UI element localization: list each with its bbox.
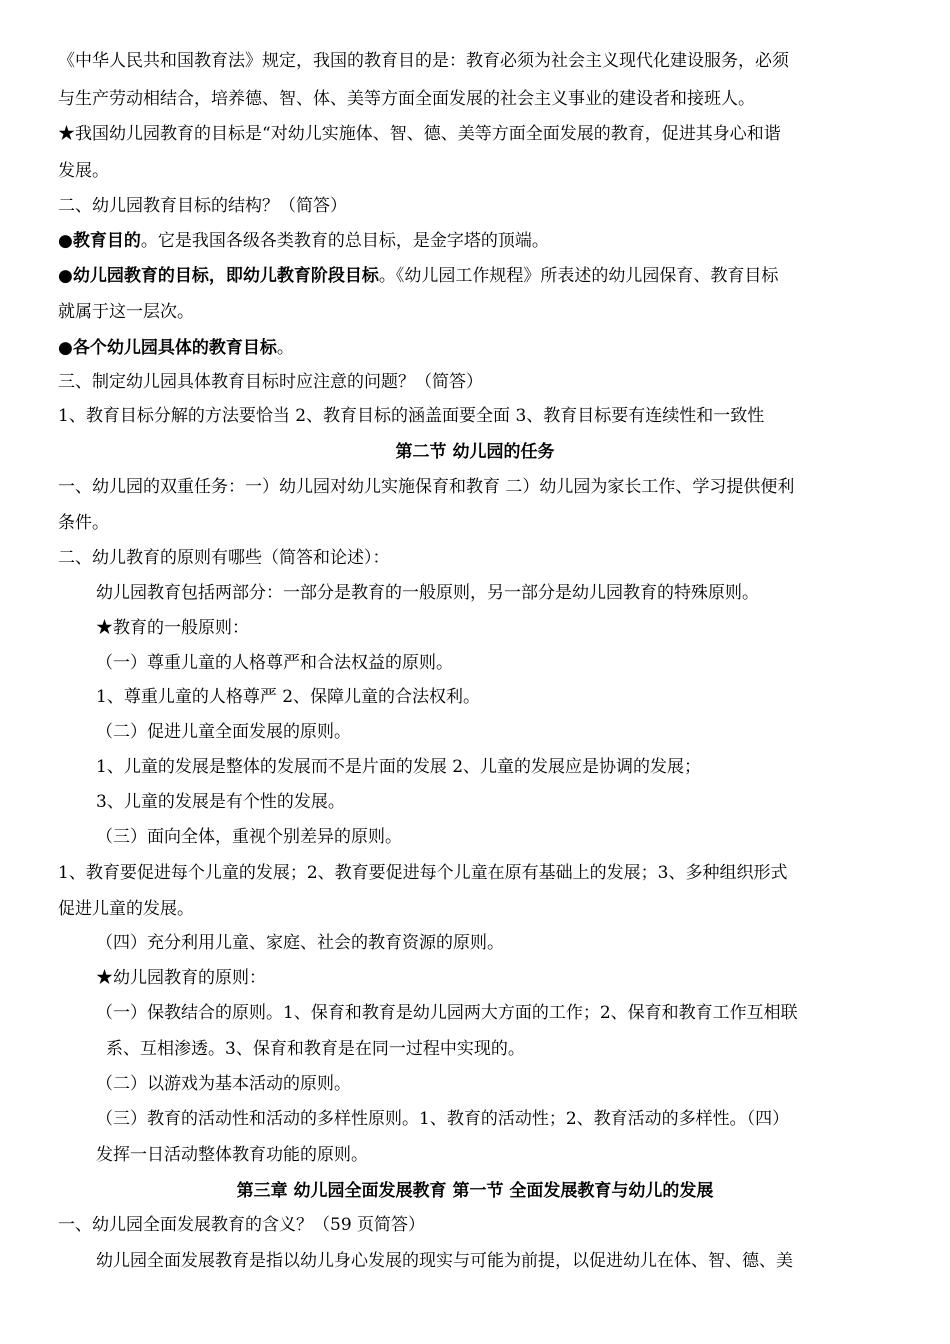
principle-item: （一）保教结合的原则。1、保育和教育是幼儿园两大方面的工作；2、保育和教育工作互相联 — [96, 1003, 798, 1023]
paragraph-line: 系、互相渗透。3、保育和教育是在同一过程中实现的。 — [106, 1039, 525, 1059]
bullet-item — [58, 230, 892, 252]
paragraph-line: 就属于这一层次。 — [58, 302, 194, 322]
bullet-text: 。它是我国各级各类教育的总目标，是金字塔的顶端。 — [140, 231, 549, 251]
paragraph-line: 1、教育要促进每个儿童的发展；2、教育要促进每个儿童在原有基础上的发展；3、多种组织形式 — [58, 863, 788, 883]
paragraph-line: 幼儿园全面发展教育是指以幼儿身心发展的现实与可能为前提，以促进幼儿在体、智、德、美 — [96, 1251, 793, 1271]
paragraph-line: 一、幼儿园的双重任务：一）幼儿园对幼儿实施保育和教育 二）幼儿园为家长工作、学习提供便利 — [58, 477, 795, 497]
principle-item: （二）促进儿童全面发展的原则。 — [96, 722, 351, 742]
bullet-item — [58, 265, 892, 287]
paragraph-line: 1、教育目标分解的方法要恰当 2、教育目标的涵盖面要全面 3、教育目标要有连续性和一致性 — [58, 406, 765, 426]
section-heading: 一、幼儿园全面发展教育的含义？（59 页简答） — [58, 1215, 426, 1235]
paragraph-line: 《中华人民共和国教育法》规定，我国的教育目的是：教育必须为社会主义现代化建设服务，必须 — [58, 51, 789, 71]
paragraph-line: 发挥一日活动整体教育功能的原则。 — [96, 1145, 368, 1165]
chapter-heading: 第三章 幼儿园全面发展教育 第一节 全面发展教育与幼儿的发展 — [236, 1181, 714, 1201]
paragraph-line: 条件。 — [58, 513, 109, 533]
subsection-heading: ★教育的一般原则： — [96, 618, 249, 638]
subsection-heading: ★幼儿园教育的原则： — [96, 968, 266, 988]
chapter-heading: 第二节 幼儿园的任务 — [395, 442, 555, 462]
principle-item: （三）教育的活动性和活动的多样性原则。1、教育的活动性；2、教育活动的多样性。（四） — [96, 1109, 790, 1129]
bullet-text: 。 — [276, 338, 294, 358]
paragraph-line: 与生产劳动相结合，培养德、智、体、美等方面全面发展的社会主义事业的建设者和接班人。 — [58, 89, 755, 109]
bullet-term: ●教育目的 — [58, 231, 141, 251]
paragraph-line: 3、儿童的发展是有个性的发展。 — [96, 792, 345, 812]
paragraph-line: 促进儿童的发展。 — [58, 899, 194, 919]
principle-item: （二）以游戏为基本活动的原则。 — [96, 1074, 351, 1094]
section-heading: 三、制定幼儿园具体教育目标时应注意的问题？（简答） — [58, 372, 483, 392]
section-heading: 二、幼儿园教育目标的结构？（简答） — [58, 196, 347, 216]
paragraph-line: 发展。 — [58, 161, 109, 181]
paragraph-line: 幼儿园教育包括两部分：一部分是教育的一般原则，另一部分是幼儿园教育的特殊原则。 — [96, 583, 759, 603]
paragraph-line: 1、尊重儿童的人格尊严 2、保障儿童的合法权利。 — [96, 687, 481, 707]
principle-item: （一）尊重儿童的人格尊严和合法权益的原则。 — [96, 653, 453, 673]
bullet-term: ●各个幼儿园具体的教育目标 — [58, 338, 277, 358]
bullet-text: 。《幼儿园工作规程》所表述的幼儿园保育、教育目标 — [378, 266, 779, 286]
section-heading: 二、幼儿教育的原则有哪些（简答和论述）： — [58, 548, 390, 568]
paragraph-line: 1、儿童的发展是整体的发展而不是片面的发展 2、儿童的发展应是协调的发展； — [96, 757, 702, 777]
paragraph-line: ★我国幼儿园教育的目标是“对幼儿实施体、智、德、美等方面全面发展的教育，促进其身心和谐 — [58, 124, 781, 144]
bullet-item — [58, 337, 892, 359]
principle-item: （四）充分利用儿童、家庭、社会的教育资源的原则。 — [96, 933, 504, 953]
bullet-term: ●幼儿园教育的目标，即幼儿教育阶段目标 — [58, 266, 379, 286]
principle-item: （三）面向全体，重视个别差异的原则。 — [96, 827, 402, 847]
